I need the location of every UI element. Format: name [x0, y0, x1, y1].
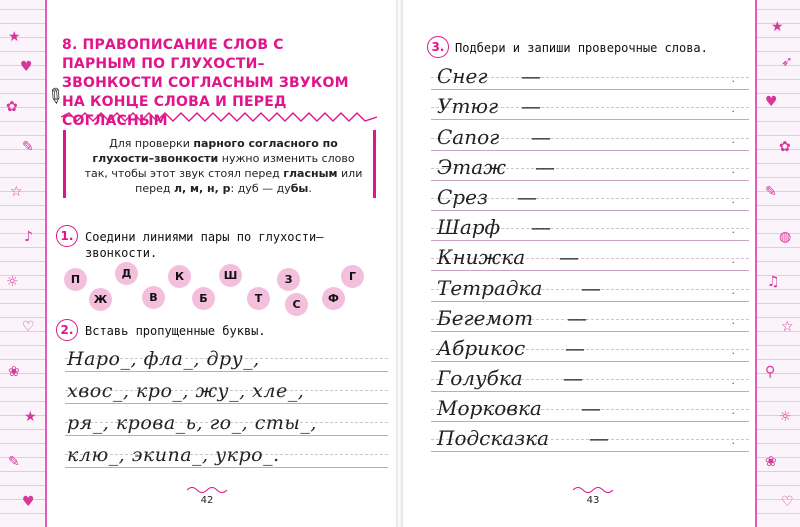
task-2-text: Вставь пропущенные буквы.: [85, 324, 266, 338]
writing-line[interactable]: [431, 422, 749, 452]
line-end-dot: .: [731, 192, 735, 206]
lesson-title: 8. ПРАВОПИСАНИЕ СЛОВ С ПАРНЫМ ПО ГЛУХОСТИ–ЗВОНКОСТИ СОГЛАСНЫМ ЗВУКОМ НА КОНЦЕ СЛОВА И ПЕРЕД СОГЛАСНЫМ: [62, 37, 349, 129]
search-icon: ⚲: [765, 364, 776, 380]
dash: —: [567, 305, 587, 330]
handwritten-word: Голубка: [437, 366, 523, 391]
writing-line[interactable]: [431, 332, 749, 362]
dash: —: [521, 94, 541, 119]
rule-part: или перед: [135, 167, 363, 195]
letter-bubble[interactable]: Т: [247, 287, 270, 310]
letter-bubble[interactable]: С: [285, 293, 308, 316]
letter-bubble[interactable]: В: [142, 286, 165, 309]
handwritten-word: Книжка: [437, 245, 526, 270]
rule-text: [81, 136, 366, 196]
rule-part: Для проверки: [109, 137, 194, 150]
writing-line[interactable]: [431, 120, 749, 150]
line-end-dot: .: [731, 162, 735, 176]
sun-icon: ☼: [6, 274, 19, 290]
dash: —: [565, 335, 585, 360]
handwritten-text: Наро_, фла_, дру_,: [67, 348, 260, 370]
line-end-dot: .: [731, 253, 735, 267]
rule-bar-right: [373, 130, 376, 198]
line-end-dot: .: [731, 404, 735, 418]
writing-line[interactable]: [431, 392, 749, 422]
line-end-dot: .: [731, 72, 735, 86]
page-right: [403, 0, 755, 527]
line-end-dot: .: [731, 223, 735, 237]
heart-icon: ♡: [781, 494, 794, 510]
letter-bubble[interactable]: З: [277, 268, 300, 291]
writing-line[interactable]: [65, 404, 388, 436]
letter-bubble[interactable]: Д: [115, 262, 138, 285]
task-3-writing-lines: [431, 60, 749, 452]
dash: —: [581, 396, 601, 421]
dash: —: [559, 245, 579, 270]
task-1-number: 1.: [56, 225, 78, 247]
pencil-icon: ✎: [765, 184, 777, 200]
rule-bold: гласным: [283, 167, 338, 180]
handwritten-word: Подсказка: [437, 426, 550, 451]
rule-bold: л, м, н, р: [173, 182, 231, 195]
sun-icon: ☼: [779, 409, 792, 425]
handwritten-text: ря_, крова_ь, го_, сты_,: [67, 412, 317, 434]
writing-line[interactable]: [431, 151, 749, 181]
letter-bubble[interactable]: Ш: [219, 264, 242, 287]
handwritten-text: клю_, экипа_, укро_.: [67, 444, 280, 466]
star-icon: ★: [24, 409, 37, 425]
writing-line[interactable]: [431, 211, 749, 241]
task-1-text: Соедини линиями пары по глухости–звонкости.: [85, 230, 324, 260]
right-margin-doodles: [755, 0, 800, 527]
writing-line[interactable]: [431, 241, 749, 271]
dash: —: [521, 64, 541, 89]
star-icon: ★: [8, 29, 21, 45]
writing-line[interactable]: [431, 90, 749, 120]
handwritten-word: Этаж: [437, 154, 506, 179]
page-number: 43: [586, 495, 600, 506]
rule-bold: бы: [290, 182, 309, 195]
dash: —: [517, 184, 537, 209]
rule-part: нужно изменить слово так, чтобы этот звук стоял перед: [84, 152, 355, 180]
rule-part: : дуб — ду: [230, 182, 291, 195]
task-2-writing-lines: [65, 340, 388, 468]
rule-bar-left: [63, 130, 66, 198]
line-end-dot: .: [731, 434, 735, 448]
book-gutter: [396, 0, 403, 527]
handwritten-word: Тетрадка: [437, 275, 543, 300]
handwritten-word: Утюг: [437, 94, 499, 119]
letter-bubble[interactable]: Ж: [89, 288, 112, 311]
pencil-icon: ✎: [8, 454, 20, 470]
wave-ornament: [573, 485, 613, 495]
pencil-icon: ✎: [41, 81, 70, 111]
rule-box: [63, 130, 376, 198]
heart-icon: ♡: [22, 319, 35, 335]
flower-icon: ✿: [779, 139, 791, 155]
writing-line[interactable]: [431, 362, 749, 392]
dash: —: [531, 215, 551, 240]
handwritten-word: Абрикос: [437, 335, 526, 360]
line-end-dot: .: [731, 313, 735, 327]
line-end-dot: .: [731, 283, 735, 297]
dash: —: [581, 275, 601, 300]
writing-line[interactable]: [431, 302, 749, 332]
writing-line[interactable]: [65, 340, 388, 372]
writing-line[interactable]: [431, 60, 749, 90]
pencil-icon: ✎: [22, 139, 34, 155]
music-note-icon: ♪: [24, 229, 33, 245]
heart-icon: ♥: [22, 494, 35, 510]
handwritten-word: Шарф: [437, 215, 501, 240]
handwritten-word: Бегемот: [437, 305, 534, 330]
heart-icon: ♥: [20, 59, 33, 75]
handwritten-word: Сапог: [437, 124, 500, 149]
line-end-dot: .: [731, 374, 735, 388]
task-2-number: 2.: [56, 319, 78, 341]
letter-bubble[interactable]: Г: [341, 265, 364, 288]
music-note-icon: ♫: [767, 274, 780, 290]
line-end-dot: .: [731, 102, 735, 116]
page-left: [41, 0, 396, 527]
line-end-dot: .: [731, 132, 735, 146]
star-icon: ★: [771, 19, 784, 35]
heart-icon: ♥: [765, 94, 778, 110]
letter-bubble[interactable]: Б: [192, 287, 215, 310]
writing-line[interactable]: [431, 181, 749, 211]
letter-bubble[interactable]: К: [168, 265, 191, 288]
globe-icon: ◍: [779, 229, 792, 245]
handwritten-word: Снег: [437, 64, 488, 89]
star-icon: ☆: [781, 319, 794, 335]
writing-line[interactable]: [431, 271, 749, 301]
dash: —: [535, 154, 555, 179]
dash: —: [531, 124, 551, 149]
task-3-text: Подбери и запиши проверочные слова.: [455, 41, 708, 55]
zigzag-divider: [61, 112, 377, 122]
left-margin-doodles: [0, 0, 47, 527]
dash: —: [589, 426, 609, 451]
handwritten-text: хвос_, кро_, жу_, хле_,: [67, 380, 305, 402]
flower-icon: ✿: [6, 99, 18, 115]
letter-bubble[interactable]: П: [64, 268, 87, 291]
writing-line[interactable]: [65, 436, 388, 468]
dash: —: [563, 366, 583, 391]
flower-icon: ❀: [8, 364, 20, 380]
page-number-right: [573, 485, 613, 506]
writing-line[interactable]: [65, 372, 388, 404]
task-3-number: 3.: [427, 36, 449, 58]
rule-part: .: [308, 182, 312, 195]
handwritten-word: Морковка: [437, 396, 542, 421]
page-number-left: [187, 485, 227, 506]
rule-bold: парного согласного по глухости–звонкости: [92, 137, 338, 165]
star-icon: ☆: [10, 184, 23, 200]
handwritten-word: Срез: [437, 184, 488, 209]
line-end-dot: .: [731, 343, 735, 357]
letter-bubble[interactable]: Ф: [322, 287, 345, 310]
page-number: 42: [200, 495, 214, 506]
wave-ornament: [187, 485, 227, 495]
flower-icon: ❀: [765, 454, 777, 470]
rocket-icon: ➶: [781, 54, 793, 70]
